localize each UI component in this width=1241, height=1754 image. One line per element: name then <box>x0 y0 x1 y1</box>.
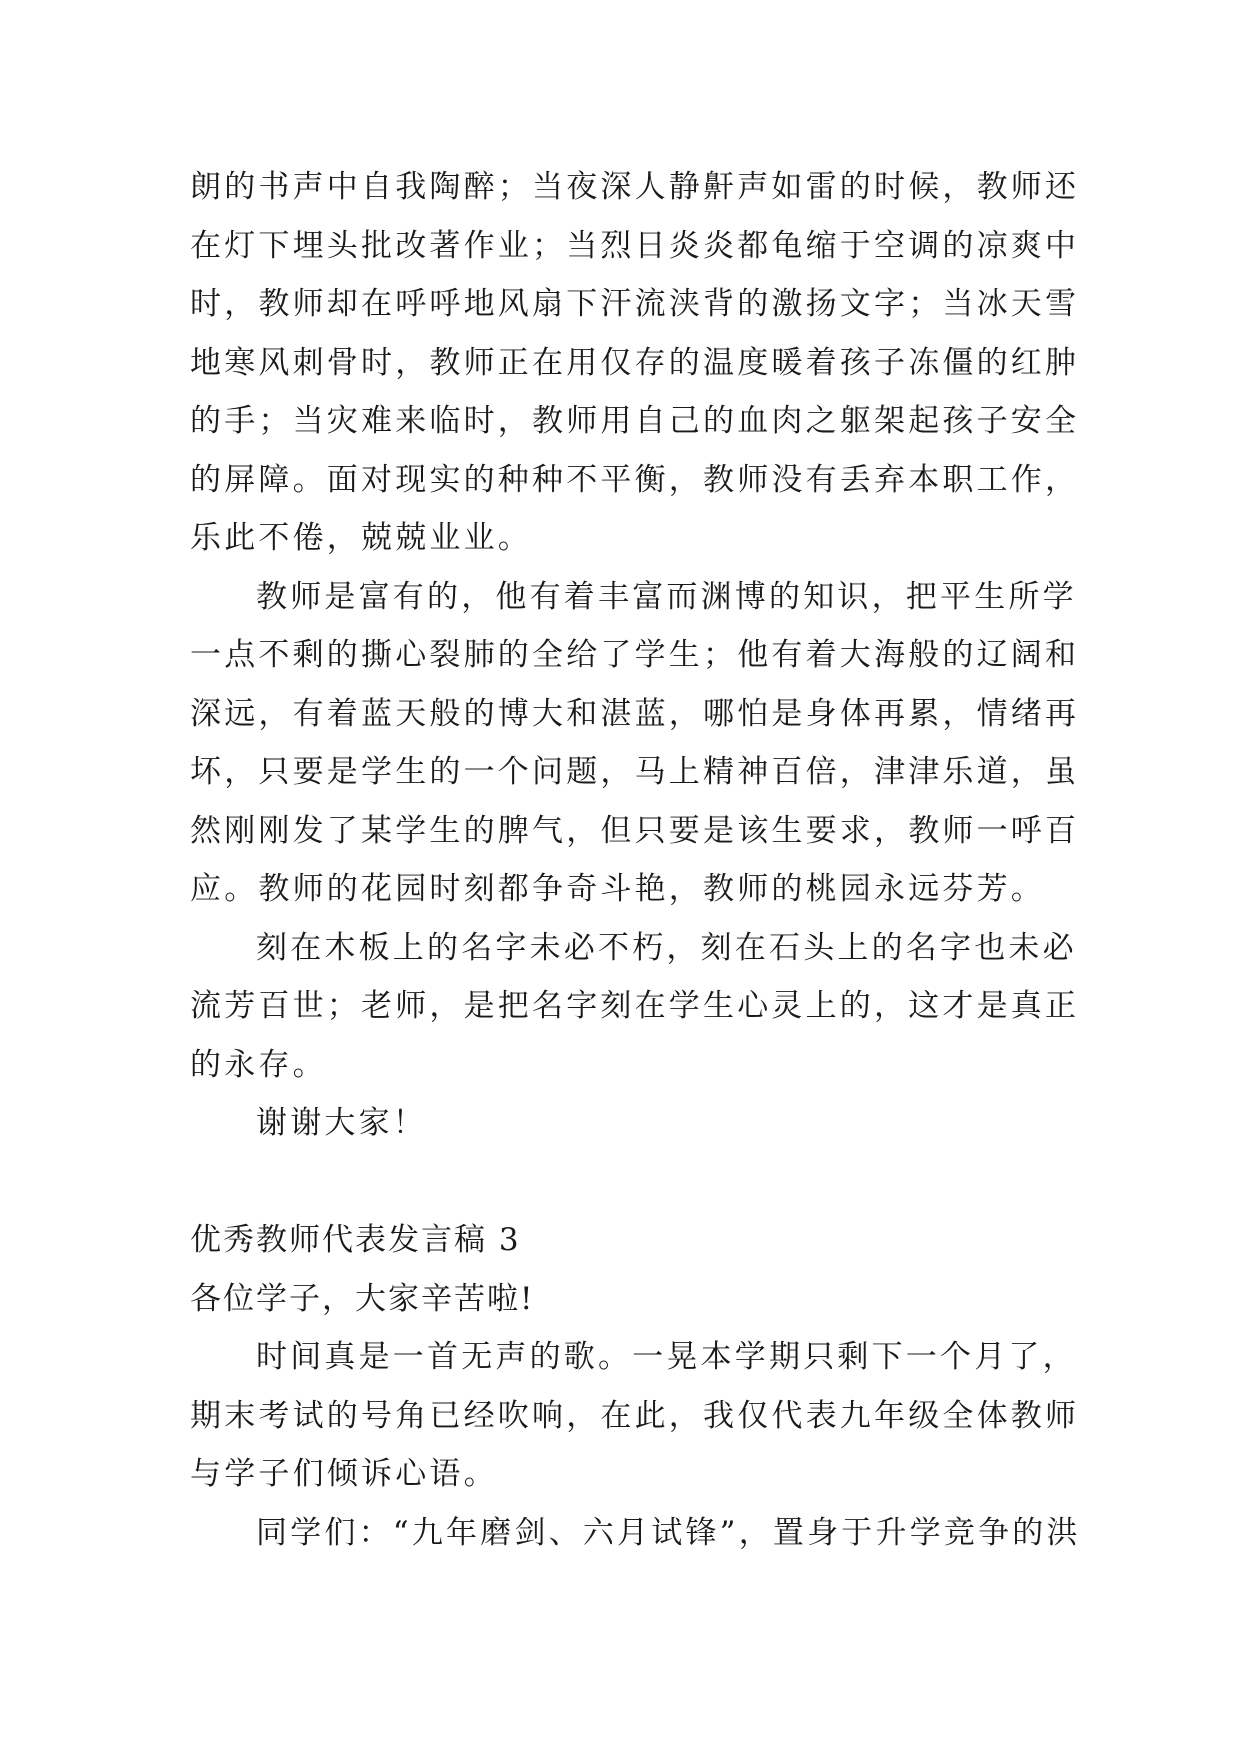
paragraph-line: 深远，有着蓝天般的博大和湛蓝，哪怕是身体再累，情绪再 <box>190 695 1080 732</box>
paragraph-line: 然刚刚发了某学生的脾气，但只要是该生要求，教师一呼百 <box>190 812 1080 849</box>
paragraph-line: 应。教师的花园时刻都争奇斗艳，教师的桃园永远芬芳。 <box>190 871 1045 907</box>
document-body <box>190 158 1081 1562</box>
paragraph-line: 期末考试的号角已经吹响，在此，我仅代表九年级全体教师 <box>190 1397 1080 1434</box>
paragraph-line: 朗的书声中自我陶醉；当夜深人静鼾声如雷的时候，教师还 <box>190 169 1080 205</box>
paragraph-line: 的屏障。面对现实的种种不平衡，教师没有丢弃本职工作， <box>190 461 1080 498</box>
paragraph-line: 坏，只要是学生的一个问题，马上精神百倍，津津乐道，虽 <box>190 754 1080 790</box>
closing-thanks: 谢谢大家！ <box>256 1105 427 1141</box>
paragraph-line: 教师是富有的，他有着丰富而渊博的知识，把平生所学 <box>256 578 1077 615</box>
paragraph-line: 一点不剩的撕心裂肺的全给了学生；他有着大海般的辽阔和 <box>190 637 1080 673</box>
paragraph-line: 刻在木板上的名字未必不朽，刻在石头上的名字也未必 <box>256 929 1077 966</box>
paragraph-line: 时间真是一首无声的歌。一晃本学期只剩下一个月了， <box>256 1339 1077 1375</box>
section-title: 优秀教师代表发言稿 3 <box>190 1222 521 1258</box>
paragraph-line: 的永存。 <box>190 1046 327 1083</box>
paragraph-line: 流芳百世；老师，是把名字刻在学生心灵上的，这才是真正 <box>190 988 1080 1024</box>
paragraph-line: 同学们：“九年磨剑、六月试锋”，置身于升学竞争的洪 <box>256 1514 1081 1551</box>
paragraph-line: 的手；当灾难来临时，教师用自己的血肉之躯架起孩子安全 <box>190 403 1080 439</box>
paragraph-line: 与学子们倾诉心语。 <box>190 1456 498 1492</box>
paragraph-line: 时，教师却在呼呼地风扇下汗流浃背的激扬文字；当冰天雪 <box>190 286 1080 322</box>
paragraph-line: 乐此不倦，兢兢业业。 <box>190 520 532 556</box>
paragraph-line: 在灯下埋头批改著作业；当烈日炎炎都龟缩于空调的凉爽中 <box>190 227 1080 264</box>
blank-line <box>190 1153 1060 1212</box>
greeting: 各位学子，大家辛苦啦! <box>190 1280 535 1317</box>
paragraph-line: 地寒风刺骨时，教师正在用仅存的温度暖着孩子冻僵的红肿 <box>190 344 1080 381</box>
